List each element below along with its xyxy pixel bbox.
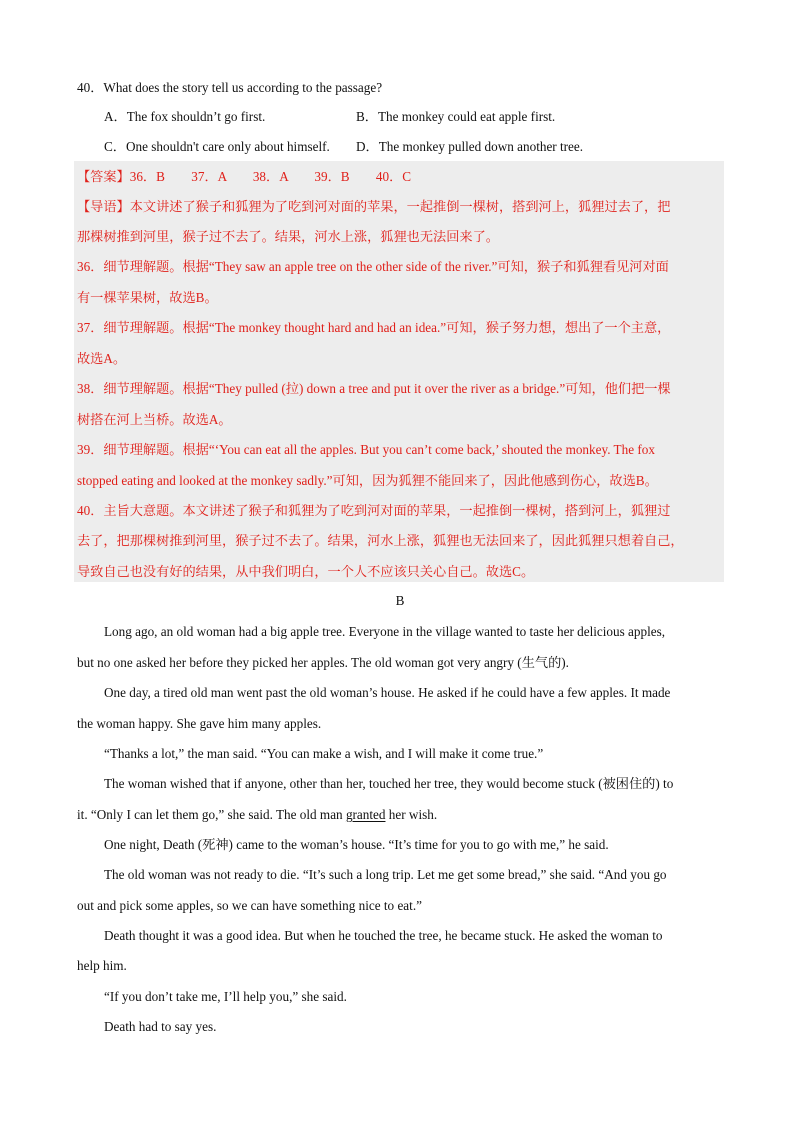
passage-p4-text-b: her wish. — [385, 807, 438, 822]
guide-line-2: 那棵树推到河里，猴子过不去了。结果，河水上涨，狐狸也无法回来了。 — [77, 229, 499, 244]
explanation-40-line-1: 40．主旨大意题。本文讲述了猴子和狐狸为了吃到河对面的苹果，一起推倒一棵树，搭到河上，狐狸过 — [77, 503, 671, 518]
explanation-39-line-2: stopped eating and looked at the monkey sadly.”可知，因为狐狸不能回来了，因此他感到伤心，故选B。 — [77, 473, 658, 488]
explanation-38-line-2: 树搭在河上当桥。故选A。 — [77, 412, 232, 427]
passage-p6-line-1: The old woman was not ready to die. “It’s such a long trip. Let me get some bread,” she said. “And you go — [104, 867, 667, 882]
option-c: C．One shouldn't care only about himself. — [104, 139, 330, 154]
passage-p7-line-1: Death thought it was a good idea. But when he touched the tree, he became stuck. He asked the woman to — [104, 928, 663, 943]
passage-p9: Death had to say yes. — [104, 1019, 217, 1034]
underlined-word-granted: granted — [345, 807, 386, 822]
passage-p4-text-a: it. “Only I can let them go,” she said. The old man — [77, 807, 346, 822]
passage-p4-line-1: The woman wished that if anyone, other than her, touched her tree, they would become stuck (被困住的) to — [104, 776, 674, 791]
section-b-title: B — [395, 593, 405, 608]
passage-p7-line-2: help him. — [77, 958, 127, 973]
passage-p6-line-2: out and pick some apples, so we can have something nice to eat.” — [77, 898, 422, 913]
question-40-stem: 40．What does the story tell us according to the passage? — [77, 80, 383, 95]
option-d: D．The monkey pulled down another tree. — [356, 139, 584, 154]
passage-p8: “If you don’t take me, I’ll help you,” she said. — [104, 989, 347, 1004]
passage-p2-line-2: the woman happy. She gave him many apples. — [77, 716, 322, 731]
explanation-40-line-2: 去了，把那棵树推到河里，猴子过不去了。结果，河水上涨，狐狸也无法回来了，因此狐狸只想着自己， — [77, 533, 684, 548]
passage-p1-line-1: Long ago, an old woman had a big apple tree. Everyone in the village wanted to taste her delicious apples, — [104, 624, 666, 639]
explanation-36-line-1: 36．细节理解题。根据“They saw an apple tree on the other side of the river.”可知，猴子和狐狸看见河对面 — [77, 259, 669, 274]
guide-line-1: 【导语】本文讲述了猴子和狐狸为了吃到河对面的苹果，一起推倒一棵树，搭到河上，狐狸过去了，把 — [77, 199, 671, 214]
passage-p4-line-2 — [77, 806, 437, 824]
explanation-38-line-1: 38．细节理解题。根据“They pulled (拉) down a tree and put it over the river as a bridge.”可知，他们把一棵 — [77, 381, 671, 396]
explanation-37-line-2: 故选A。 — [77, 351, 127, 366]
option-b: B．The monkey could eat apple first. — [356, 109, 556, 124]
passage-p2-line-1: One day, a tired old man went past the old woman’s house. He asked if he could have a few apples. It made — [104, 685, 671, 700]
explanation-37-line-1: 37．细节理解题。根据“The monkey thought hard and had an idea.”可知，猴子努力想，想出了一个主意， — [77, 320, 671, 335]
answer-key: 【答案】36．B 37．A 38．A 39．B 40．C — [77, 169, 412, 184]
passage-p3: “Thanks a lot,” the man said. “You can make a wish, and I will make it come true.” — [104, 746, 544, 761]
explanation-36-line-2: 有一棵苹果树，故选B。 — [77, 290, 218, 305]
passage-p1-line-2: but no one asked her before they picked her apples. The old woman got very angry (生气的). — [77, 655, 569, 670]
explanation-40-line-3: 导致自己也没有好的结果，从中我们明白，一个人不应该只关心自己。故选C。 — [77, 564, 535, 579]
passage-p5: One night, Death (死神) came to the woman’s house. “It’s time for you to go with me,” he said. — [104, 837, 609, 852]
explanation-39-line-1: 39．细节理解题。根据“‘You can eat all the apples. But you can’t come back,’ shouted the monkey. The fox — [77, 442, 655, 457]
option-a: A．The fox shouldn’t go first. — [104, 109, 266, 124]
